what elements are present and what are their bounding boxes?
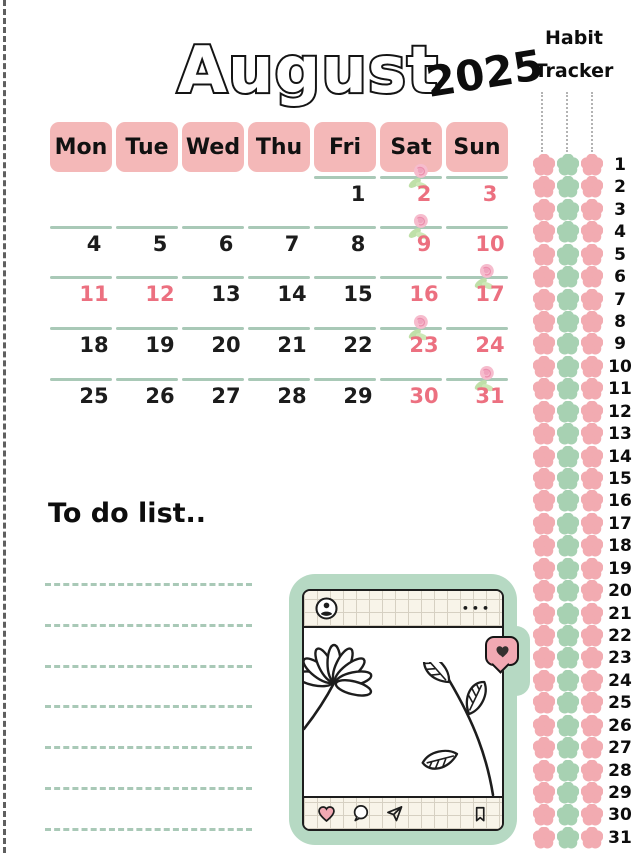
- habit-blob-green-icon[interactable]: [557, 490, 579, 512]
- habit-blob-pink-icon[interactable]: [581, 513, 603, 535]
- habit-row-18: [533, 535, 633, 557]
- habit-row-30: [533, 804, 633, 826]
- calendar-day-7: [248, 226, 310, 256]
- calendar-day-23: [380, 327, 442, 357]
- habit-day-number: 12: [608, 401, 632, 422]
- habit-row-23: [533, 647, 633, 669]
- habit-blob-pink-icon[interactable]: [581, 333, 603, 355]
- date-underline: [248, 378, 310, 381]
- habit-blob-pink-icon[interactable]: [581, 378, 603, 400]
- habit-blob-green-icon[interactable]: [557, 804, 579, 826]
- day-of-week-header-row: [50, 122, 508, 172]
- habit-day-number: 9: [614, 334, 626, 355]
- habit-day-number: 24: [608, 670, 632, 691]
- habit-blob-pink-icon[interactable]: [581, 804, 603, 826]
- habit-blob-green-icon[interactable]: [557, 782, 579, 804]
- day-header-fri: Fri: [314, 122, 376, 172]
- day-header-sun: Sun: [446, 122, 508, 172]
- date-underline: [248, 327, 310, 330]
- habit-day-number: 6: [614, 267, 626, 288]
- habit-row-9: [533, 333, 633, 355]
- habit-blob-pink-icon[interactable]: [581, 760, 603, 782]
- habit-blob-green-icon[interactable]: [557, 266, 579, 288]
- habit-blob-green-icon[interactable]: [557, 401, 579, 423]
- card-bottom-strip: [304, 796, 502, 829]
- habit-blob-pink-icon[interactable]: [533, 490, 555, 512]
- date-number: 19: [145, 333, 175, 357]
- habit-blob-green-icon[interactable]: [557, 513, 579, 535]
- habit-row-5: [533, 244, 633, 266]
- date-underline: [314, 378, 376, 381]
- habit-blob-pink-icon[interactable]: [581, 221, 603, 243]
- date-number: 18: [79, 333, 109, 357]
- habit-row-19: [533, 558, 633, 580]
- habit-blob-pink-icon[interactable]: [533, 558, 555, 580]
- habit-day-number: 21: [608, 603, 632, 624]
- habit-blob-pink-icon[interactable]: [533, 289, 555, 311]
- habit-blob-pink-icon[interactable]: [581, 670, 603, 692]
- leaf-branch-doodle: [395, 662, 500, 797]
- habit-blob-pink-icon[interactable]: [581, 692, 603, 714]
- habit-blob-green-icon[interactable]: [557, 468, 579, 490]
- date-underline: [50, 276, 112, 279]
- month-title: August: [177, 34, 439, 108]
- habit-blob-green-icon[interactable]: [557, 670, 579, 692]
- date-number: 6: [218, 232, 234, 256]
- habit-day-number: 23: [608, 648, 632, 669]
- card-top-strip: [304, 591, 502, 628]
- habit-blob-pink-icon[interactable]: [533, 423, 555, 445]
- calendar-day-17: [446, 276, 508, 306]
- habit-row-27: [533, 737, 633, 759]
- habit-blob-green-icon[interactable]: [557, 603, 579, 625]
- habit-blob-pink-icon[interactable]: [533, 737, 555, 759]
- habit-blob-green-icon[interactable]: [557, 580, 579, 602]
- calendar-day-1: [314, 176, 376, 206]
- calendar-day-24: [446, 327, 508, 357]
- date-underline: [446, 176, 508, 179]
- habit-blob-green-icon[interactable]: [557, 289, 579, 311]
- date-underline: [116, 378, 178, 381]
- calendar-day-15: [314, 276, 376, 306]
- date-underline: [314, 176, 376, 179]
- habit-row-8: [533, 311, 633, 333]
- habit-day-number: 17: [608, 513, 632, 534]
- day-header-wed: Wed: [182, 122, 244, 172]
- habit-blob-pink-icon[interactable]: [533, 603, 555, 625]
- habit-day-number: 2: [614, 177, 626, 198]
- calendar-day-11: [50, 276, 112, 306]
- date-number: 16: [409, 282, 439, 306]
- avatar-icon: [314, 596, 339, 621]
- habit-row-1: [533, 154, 633, 176]
- habit-blob-pink-icon[interactable]: [533, 670, 555, 692]
- habit-blob-pink-icon[interactable]: [581, 289, 603, 311]
- date-underline: [380, 276, 442, 279]
- day-header-mon: Mon: [50, 122, 112, 172]
- habit-blob-green-icon[interactable]: [557, 199, 579, 221]
- habit-blob-pink-icon[interactable]: [533, 378, 555, 400]
- habit-blob-pink-icon[interactable]: [581, 603, 603, 625]
- date-underline: [116, 226, 178, 229]
- date-underline: [50, 226, 112, 229]
- habit-row-12: [533, 401, 633, 423]
- habit-blob-green-icon[interactable]: [557, 737, 579, 759]
- habit-blob-pink-icon[interactable]: [533, 221, 555, 243]
- date-number: 31: [475, 384, 505, 408]
- calendar-day-27: [182, 378, 244, 408]
- date-number: 2: [416, 182, 432, 206]
- instagram-frame-decoration: [289, 574, 517, 845]
- habit-blob-pink-icon[interactable]: [581, 244, 603, 266]
- habit-row-16: [533, 490, 633, 512]
- habit-day-number: 31: [608, 827, 632, 848]
- habit-blob-pink-icon[interactable]: [581, 647, 603, 669]
- date-underline: [248, 276, 310, 279]
- habit-blob-pink-icon[interactable]: [533, 446, 555, 468]
- habit-guide-dotted-line: [591, 92, 593, 152]
- habit-blob-pink-icon[interactable]: [533, 266, 555, 288]
- habit-row-31: [533, 827, 633, 849]
- habit-blob-green-icon[interactable]: [557, 647, 579, 669]
- calendar-day-14: [248, 276, 310, 306]
- date-number: 5: [152, 232, 168, 256]
- habit-blob-pink-icon[interactable]: [533, 625, 555, 647]
- habit-row-22: [533, 625, 633, 647]
- habit-blob-pink-icon[interactable]: [581, 446, 603, 468]
- habit-blob-pink-icon[interactable]: [533, 804, 555, 826]
- calendar-day-22: [314, 327, 376, 357]
- habit-blob-green-icon[interactable]: [557, 535, 579, 557]
- habit-blob-pink-icon[interactable]: [533, 535, 555, 557]
- habit-guide-dotted-line: [566, 92, 568, 152]
- habit-tracker-label-line2: Tracker: [534, 60, 614, 82]
- date-number: 15: [343, 282, 373, 306]
- habit-blob-pink-icon[interactable]: [581, 737, 603, 759]
- todo-line: [45, 746, 252, 749]
- comment-icon: [350, 803, 371, 824]
- habit-blob-green-icon[interactable]: [557, 221, 579, 243]
- habit-blob-pink-icon[interactable]: [533, 468, 555, 490]
- habit-day-number: 18: [608, 536, 632, 557]
- habit-day-number: 20: [608, 581, 632, 602]
- todo-line: [45, 665, 252, 668]
- habit-blob-pink-icon[interactable]: [533, 401, 555, 423]
- date-underline: [446, 226, 508, 229]
- habit-blob-pink-icon[interactable]: [533, 647, 555, 669]
- calendar-day-16: [380, 276, 442, 306]
- date-number: 1: [350, 182, 366, 206]
- habit-blob-pink-icon[interactable]: [533, 176, 555, 198]
- habit-blob-pink-icon[interactable]: [533, 715, 555, 737]
- instagram-card: [302, 589, 504, 831]
- habit-blob-pink-icon[interactable]: [533, 333, 555, 355]
- habit-day-number: 29: [608, 783, 632, 804]
- habit-day-number: 8: [614, 312, 626, 332]
- habit-blob-pink-icon[interactable]: [581, 266, 603, 288]
- habit-blob-pink-icon[interactable]: [533, 827, 555, 849]
- year-label: 2025: [422, 40, 546, 107]
- todo-line: [45, 787, 252, 790]
- habit-row-10: [533, 356, 633, 378]
- habit-day-number: 19: [608, 558, 632, 579]
- date-number: 17: [475, 282, 505, 306]
- habit-row-21: [533, 603, 633, 625]
- date-underline: [314, 276, 376, 279]
- habit-blob-pink-icon[interactable]: [533, 199, 555, 221]
- date-number: 24: [475, 333, 505, 357]
- date-number: 4: [86, 232, 102, 256]
- calendar-day-5: [116, 226, 178, 256]
- habit-blob-pink-icon[interactable]: [581, 827, 603, 849]
- habit-blob-pink-icon[interactable]: [581, 580, 603, 602]
- more-icon: •••: [461, 602, 492, 615]
- habit-blob-green-icon[interactable]: [557, 244, 579, 266]
- date-underline: [50, 378, 112, 381]
- date-number: 11: [79, 282, 109, 306]
- habit-day-number: 16: [608, 491, 632, 512]
- habit-day-number: 7: [614, 289, 626, 310]
- habit-day-number: 5: [614, 244, 626, 265]
- habit-row-15: [533, 468, 633, 490]
- habit-row-11: [533, 378, 633, 400]
- date-number: 13: [211, 282, 241, 306]
- habit-blob-pink-icon[interactable]: [533, 692, 555, 714]
- habit-day-number: 4: [614, 222, 626, 243]
- calendar-day-4: [50, 226, 112, 256]
- calendar-day-9: [380, 226, 442, 256]
- habit-row-28: [533, 760, 633, 782]
- habit-blob-green-icon[interactable]: [557, 311, 579, 333]
- calendar-day-6: [182, 226, 244, 256]
- todo-line: [45, 583, 252, 586]
- habit-row-6: [533, 266, 633, 288]
- habit-row-4: [533, 221, 633, 243]
- habit-tracker-label: [524, 22, 624, 88]
- calendar-day-10: [446, 226, 508, 256]
- habit-tracker-label-line1: Habit: [545, 27, 603, 49]
- date-underline: [314, 226, 376, 229]
- habit-blob-pink-icon[interactable]: [581, 199, 603, 221]
- day-header-sat: Sat: [380, 122, 442, 172]
- habit-day-number: 22: [608, 626, 632, 647]
- calendar-day-29: [314, 378, 376, 408]
- date-number: 25: [79, 384, 109, 408]
- date-number: 21: [277, 333, 307, 357]
- calendar-day-13: [182, 276, 244, 306]
- date-number: 29: [343, 384, 373, 408]
- date-underline: [380, 378, 442, 381]
- calendar-day-21: [248, 327, 310, 357]
- habit-blob-pink-icon[interactable]: [533, 580, 555, 602]
- share-icon: [384, 803, 405, 824]
- date-number: 20: [211, 333, 241, 357]
- date-underline: [182, 327, 244, 330]
- habit-blob-green-icon[interactable]: [557, 692, 579, 714]
- habit-blob-pink-icon[interactable]: [581, 625, 603, 647]
- habit-day-number: 25: [608, 693, 632, 714]
- habit-blob-pink-icon[interactable]: [581, 423, 603, 445]
- habit-guide-dotted-line: [541, 92, 543, 152]
- date-number: 30: [409, 384, 439, 408]
- habit-row-20: [533, 580, 633, 602]
- habit-blob-pink-icon[interactable]: [581, 311, 603, 333]
- habit-blob-pink-icon[interactable]: [581, 401, 603, 423]
- habit-blob-green-icon[interactable]: [557, 625, 579, 647]
- habit-row-29: [533, 782, 633, 804]
- calendar-day-19: [116, 327, 178, 357]
- habit-row-2: [533, 176, 633, 198]
- habit-row-24: [533, 670, 633, 692]
- habit-blob-green-icon[interactable]: [557, 176, 579, 198]
- habit-day-number: 1: [614, 155, 626, 175]
- habit-day-number: 10: [608, 356, 632, 377]
- date-underline: [116, 327, 178, 330]
- date-underline: [314, 327, 376, 330]
- habit-blob-green-icon[interactable]: [557, 378, 579, 400]
- habit-blob-pink-icon[interactable]: [581, 356, 603, 378]
- date-number: 9: [416, 232, 432, 256]
- todo-line: [45, 705, 252, 708]
- page-edge-dashed-line: [3, 0, 6, 853]
- habit-blob-pink-icon[interactable]: [581, 715, 603, 737]
- habit-blob-green-icon[interactable]: [557, 423, 579, 445]
- habit-blob-green-icon[interactable]: [557, 333, 579, 355]
- habit-row-13: [533, 423, 633, 445]
- habit-row-17: [533, 513, 633, 535]
- heart-notification-icon: [485, 636, 519, 666]
- habit-blob-pink-icon[interactable]: [581, 468, 603, 490]
- habit-blob-pink-icon[interactable]: [533, 760, 555, 782]
- habit-day-number: 15: [608, 469, 632, 490]
- date-number: 23: [409, 333, 439, 357]
- habit-blob-pink-icon[interactable]: [533, 311, 555, 333]
- date-number: 7: [284, 232, 300, 256]
- day-header-tue: Tue: [116, 122, 178, 172]
- calendar-day-18: [50, 327, 112, 357]
- calendar-day-8: [314, 226, 376, 256]
- habit-day-number: 28: [608, 760, 632, 781]
- habit-row-26: [533, 715, 633, 737]
- habit-blob-green-icon[interactable]: [557, 827, 579, 849]
- calendar-day-20: [182, 327, 244, 357]
- habit-blob-pink-icon[interactable]: [581, 154, 603, 176]
- habit-day-number: 11: [608, 379, 632, 400]
- date-underline: [446, 327, 508, 330]
- habit-blob-pink-icon[interactable]: [533, 244, 555, 266]
- habit-blob-pink-icon[interactable]: [533, 154, 555, 176]
- date-underline: [248, 226, 310, 229]
- habit-day-number: 13: [608, 424, 632, 445]
- date-number: 26: [145, 384, 175, 408]
- date-underline: [50, 327, 112, 330]
- habit-day-number: 14: [608, 446, 632, 467]
- date-number: 12: [145, 282, 175, 306]
- month-title-art: [158, 8, 458, 120]
- habit-blob-pink-icon[interactable]: [533, 356, 555, 378]
- habit-day-number: 30: [608, 805, 632, 826]
- date-number: 8: [350, 232, 366, 256]
- habit-blob-pink-icon[interactable]: [581, 782, 603, 804]
- date-number: 14: [277, 282, 307, 306]
- calendar-day-26: [116, 378, 178, 408]
- habit-row-14: [533, 446, 633, 468]
- date-underline: [182, 378, 244, 381]
- date-underline: [116, 276, 178, 279]
- habit-blob-pink-icon[interactable]: [581, 558, 603, 580]
- daisy-doodle: [302, 621, 410, 736]
- habit-row-3: [533, 199, 633, 221]
- todo-line: [45, 624, 252, 627]
- habit-blob-pink-icon[interactable]: [533, 782, 555, 804]
- habit-blob-pink-icon[interactable]: [581, 176, 603, 198]
- habit-blob-pink-icon[interactable]: [533, 513, 555, 535]
- habit-blob-green-icon[interactable]: [557, 154, 579, 176]
- habit-day-number: 3: [614, 199, 626, 220]
- calendar-day-12: [116, 276, 178, 306]
- habit-blob-green-icon[interactable]: [557, 446, 579, 468]
- date-number: 3: [482, 182, 498, 206]
- date-number: 10: [475, 232, 505, 256]
- date-number: 28: [277, 384, 307, 408]
- todo-line: [45, 828, 252, 831]
- habit-blob-green-icon[interactable]: [557, 760, 579, 782]
- day-header-thu: Thu: [248, 122, 310, 172]
- habit-row-25: [533, 692, 633, 714]
- habit-blob-pink-icon[interactable]: [581, 535, 603, 557]
- calendar-day-31: [446, 378, 508, 408]
- calendar-day-3: [446, 176, 508, 206]
- habit-blob-green-icon[interactable]: [557, 715, 579, 737]
- bookmark-icon: [470, 804, 490, 824]
- habit-row-7: [533, 289, 633, 311]
- habit-day-number: 27: [608, 738, 632, 759]
- date-underline: [182, 276, 244, 279]
- todo-title: To do list..: [48, 498, 207, 529]
- habit-blob-pink-icon[interactable]: [581, 490, 603, 512]
- date-number: 22: [343, 333, 373, 357]
- calendar-day-25: [50, 378, 112, 408]
- habit-blob-green-icon[interactable]: [557, 558, 579, 580]
- date-number: 27: [211, 384, 241, 408]
- habit-day-number: 26: [608, 715, 632, 736]
- date-underline: [182, 226, 244, 229]
- calendar-day-28: [248, 378, 310, 408]
- calendar-day-30: [380, 378, 442, 408]
- heart-icon: [316, 803, 337, 824]
- calendar-day-2: [380, 176, 442, 206]
- habit-blob-green-icon[interactable]: [557, 356, 579, 378]
